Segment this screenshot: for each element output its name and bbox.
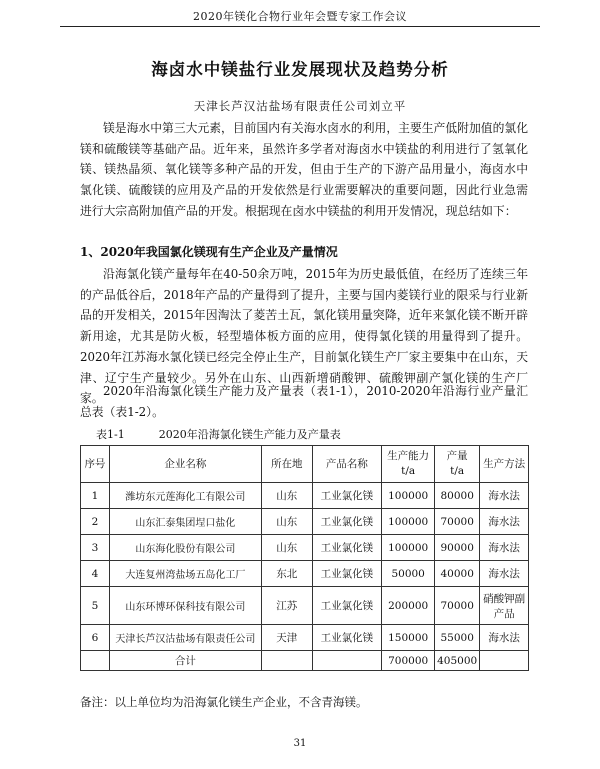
cell-product: 工业氯化镁 (312, 509, 382, 535)
header-rule (60, 26, 540, 27)
cell-company: 大连复州湾盐场五岛化工厂 (109, 561, 261, 587)
cell-method: 海水法 (480, 625, 529, 651)
cell-location: 天津 (261, 625, 312, 651)
cell-company: 天津长芦汉沽盐场有限责任公司 (109, 625, 261, 651)
table-row (81, 625, 529, 651)
table-row (81, 483, 529, 509)
cell-location: 山东 (261, 483, 312, 509)
cell-location: 山东 (261, 509, 312, 535)
article-title: 海卤水中镁盐行业发展现状及趋势分析 (151, 60, 449, 79)
cell-company: 山东海化股份有限公司 (109, 535, 261, 561)
table-row (81, 561, 529, 587)
header-seq: 序号 (81, 446, 110, 483)
table-row (81, 587, 529, 625)
cell-method: 海水法 (480, 509, 529, 535)
running-header: 2020年镁化合物行业年会暨专家工作会议 (193, 10, 407, 23)
cell-output: 80000 (435, 483, 480, 509)
cell-empty (81, 651, 110, 671)
cell-capacity: 100000 (382, 509, 435, 535)
cell-total-capacity: 700000 (382, 651, 435, 671)
cell-empty (480, 651, 529, 671)
table-summary-paragraph: 2020年沿海氯化镁生产能力及产量表（表1-1），2010-2020年沿海行业产量汇总表（表1-2）。 (80, 384, 528, 419)
cell-output: 70000 (435, 587, 480, 625)
cell-method: 硝酸钾副产品 (480, 587, 529, 625)
table-row (81, 535, 529, 561)
cell-company: 山东环博环保科技有限公司 (109, 587, 261, 625)
cell-total-label: 合计 (109, 651, 261, 671)
header-product: 产品名称 (312, 446, 382, 483)
table-row (81, 509, 529, 535)
cell-seq: 6 (81, 625, 110, 651)
cell-product: 工业氯化镁 (312, 625, 382, 651)
cell-method: 海水法 (480, 561, 529, 587)
cell-location: 山东 (261, 535, 312, 561)
table-caption-title: 2020年沿海氯化镁生产能力及产量表 (158, 428, 341, 441)
cell-capacity: 200000 (382, 587, 435, 625)
cell-location: 东北 (261, 561, 312, 587)
intro-paragraph: 镁是海水中第三大元素，目前国内有关海水卤水的利用，主要生产低附加值的氯化镁和硫酸镁等基础产品。近年来，虽然许多学者对海卤水中镁盐的利用进行了氢氧化镁、镁热晶须、氧化镁等多种产品的开发，但由于生产的下游产品用量小，海卤水中氯化镁、硫酸镁的应用及产品的开发依然是行业需要解决的重要问题，因此行业急需进行大宗高附加值产品的开发。根据现在卤水中镁盐的利用开发情况，现总结如下： (80, 121, 528, 218)
cell-output: 55000 (435, 625, 480, 651)
section-1-paragraph: 沿海氯化镁产量每年在40-50余万吨，2015年为历史最低值，在经历了连续三年的产品低谷后，2018年产品的产量得到了提升，主要与国内菱镁行业的限采与行业新品的开发相关，2015年因淘汰了菱苦土瓦，氯化镁用量突降，近年来氯化镁不断开辟新用途，尤其是防火板，轻型墙体板方面的应用，使得氯化镁的用量得到了提升。2020年江苏海水氯化镁已经完全停止生产，目前氯化镁生产厂家主要集中在山东，天津、辽宁生产量较少。另外在山东、山西新增硝酸钾、硫酸钾副产氯化镁的生产厂家。 (80, 267, 528, 406)
section-1-heading: 1、2020年我国氯化镁现有生产企业及产量情况 (80, 245, 338, 259)
cell-output: 40000 (435, 561, 480, 587)
cell-seq: 4 (81, 561, 110, 587)
cell-product: 工业氯化镁 (312, 483, 382, 509)
table-note: 备注：以上单位均为沿海氯化镁生产企业，不含青海镁。 (80, 695, 368, 709)
header-output: 产量 t/a (435, 446, 480, 483)
header-capacity: 生产能力 t/a (382, 446, 435, 483)
table-caption (96, 426, 341, 442)
cell-empty (312, 651, 382, 671)
cell-seq: 5 (81, 587, 110, 625)
table-caption-number: 表1-1 (96, 428, 125, 441)
cell-capacity: 150000 (382, 625, 435, 651)
cell-seq: 2 (81, 509, 110, 535)
cell-total-output: 405000 (435, 651, 480, 671)
cell-empty (261, 651, 312, 671)
cell-method: 海水法 (480, 483, 529, 509)
cell-seq: 3 (81, 535, 110, 561)
table-total-row (81, 651, 529, 671)
cell-company: 山东汇泰集团埕口盐化 (109, 509, 261, 535)
cell-capacity: 100000 (382, 535, 435, 561)
cell-capacity: 50000 (382, 561, 435, 587)
cell-output: 70000 (435, 509, 480, 535)
cell-method: 海水法 (480, 535, 529, 561)
capacity-table (80, 445, 529, 671)
header-method: 生产方法 (480, 446, 529, 483)
header-location: 所在地 (261, 446, 312, 483)
table-header-row (81, 446, 529, 483)
cell-product: 工业氯化镁 (312, 561, 382, 587)
page-number: 31 (293, 738, 307, 749)
cell-capacity: 100000 (382, 483, 435, 509)
header-company: 企业名称 (109, 446, 261, 483)
cell-output: 90000 (435, 535, 480, 561)
cell-product: 工业氯化镁 (312, 535, 382, 561)
author-line: 天津长芦汉沽盐场有限责任公司刘立平 (193, 99, 407, 113)
cell-company: 潍坊东元莲海化工有限公司 (109, 483, 261, 509)
cell-product: 工业氯化镁 (312, 587, 382, 625)
cell-seq: 1 (81, 483, 110, 509)
cell-location: 江苏 (261, 587, 312, 625)
